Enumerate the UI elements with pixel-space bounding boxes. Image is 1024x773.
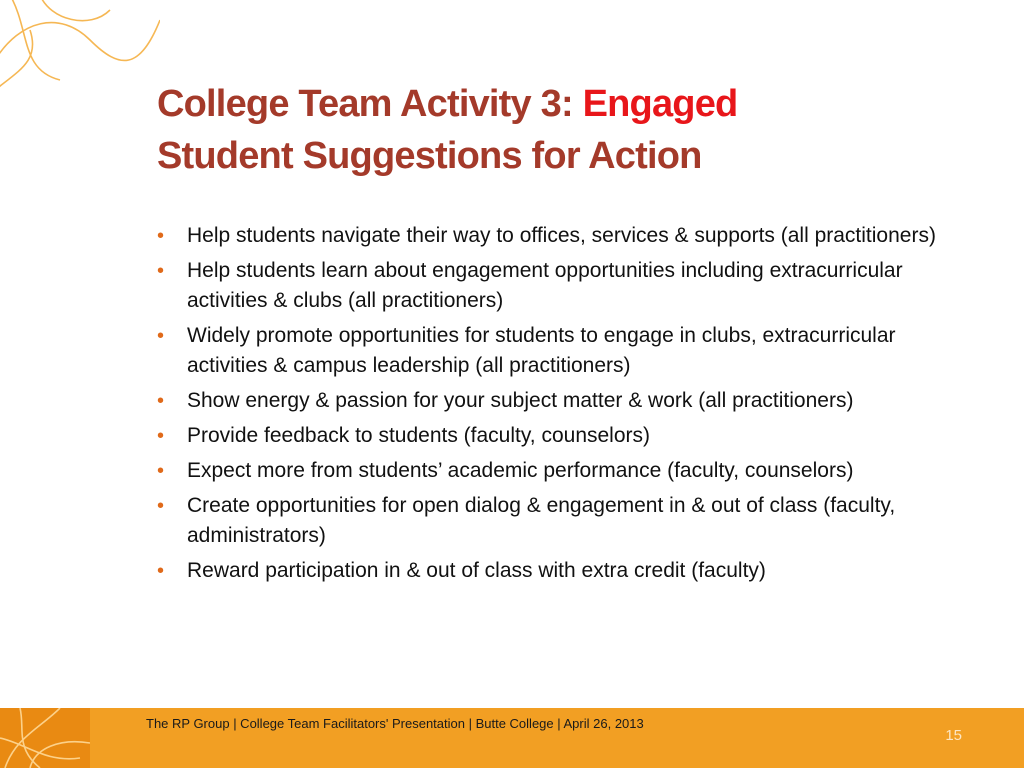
bullet-item <box>157 421 937 451</box>
title-part-2: Student Suggestions for Action <box>157 135 702 177</box>
bullet-text: Expect more from students’ academic performance (faculty, counselors) <box>187 459 854 482</box>
footer-bar <box>0 708 1024 768</box>
page-number: 15 <box>945 727 962 744</box>
swirl-decoration-icon <box>0 0 160 120</box>
bullet-icon: • <box>157 225 165 247</box>
bullet-text: Show energy & passion for your subject matter & work (all practitioners) <box>187 389 854 412</box>
bullet-item <box>157 386 937 416</box>
bullet-item <box>157 491 937 551</box>
bullet-text: Help students navigate their way to offices, services & supports (all practitioners) <box>187 224 936 247</box>
bullet-icon: • <box>157 460 165 482</box>
bullet-text: Create opportunities for open dialog & engagement in & out of class (faculty, administrators) <box>187 494 896 547</box>
bullet-text: Provide feedback to students (faculty, counselors) <box>187 424 651 447</box>
bullet-item <box>157 556 937 586</box>
bullet-text: Reward participation in & out of class with extra credit (faculty) <box>187 559 766 582</box>
title-accent: Engaged <box>582 83 738 125</box>
bullet-item <box>157 456 937 486</box>
slide-title <box>157 78 977 182</box>
bullet-text: Help students learn about engagement opportunities including extracurricular activities & clubs (all practitioners) <box>187 259 903 312</box>
bullet-item <box>157 221 937 251</box>
bullet-list <box>157 221 937 591</box>
bullet-icon: • <box>157 260 165 282</box>
bullet-icon: • <box>157 325 165 347</box>
title-part-1: College Team Activity 3: <box>157 83 583 125</box>
bullet-icon: • <box>157 560 165 582</box>
bullet-icon: • <box>157 390 165 412</box>
bullet-icon: • <box>157 425 165 447</box>
footer-text: The RP Group | College Team Facilitators' Presentation | Butte College | April 26, 2013 <box>146 716 644 731</box>
bullet-icon: • <box>157 495 165 517</box>
bullet-item <box>157 321 937 381</box>
bullet-item <box>157 256 937 316</box>
logo-swirl-icon <box>0 708 90 768</box>
footer-logo <box>0 708 90 768</box>
bullet-text: Widely promote opportunities for students to engage in clubs, extracurricular activities & campus leadership (all practitioners) <box>187 324 896 377</box>
